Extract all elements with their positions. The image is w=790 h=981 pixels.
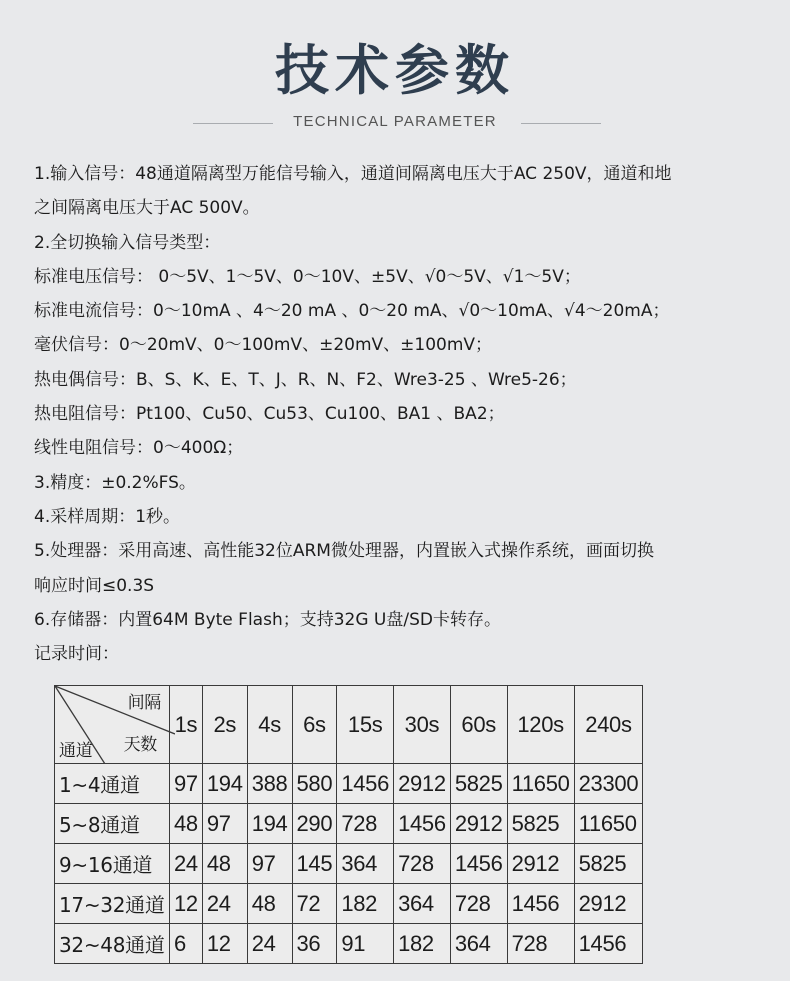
- column-header: 2s: [202, 686, 247, 764]
- divider-right: [521, 123, 601, 124]
- corner-label-interval: 间隔: [127, 693, 161, 713]
- table-cell: 728: [337, 804, 394, 844]
- table-cell: 388: [247, 764, 292, 804]
- table-cell: 364: [394, 884, 451, 924]
- param-line: 3.精度：±0.2%FS。: [34, 472, 196, 493]
- param-line: 1.输入信号：48通道隔离型万能信号输入，通道间隔离电压大于AC 250V，通道和地: [34, 164, 672, 184]
- row-label: 32~48通道: [55, 924, 170, 964]
- page-subtitle: TECHNICAL PARAMETER: [293, 113, 497, 130]
- table-cell: 194: [202, 764, 247, 804]
- param-line: 热电偶信号：B、S、K、E、T、J、R、N、F2、Wre3-25 、Wre5-26；: [34, 369, 577, 390]
- table-cell: 24: [247, 924, 292, 964]
- param-line: 线性电阻信号：0～400Ω；: [34, 438, 244, 459]
- corner-label-days: 天数: [123, 735, 157, 755]
- table-cell: 1456: [337, 764, 394, 804]
- table-cell: 728: [394, 844, 451, 884]
- table-cell: 12: [170, 884, 203, 924]
- param-line: 4.采样周期：1秒。: [34, 506, 181, 527]
- table-cell: 24: [170, 844, 203, 884]
- column-header: 6s: [292, 686, 337, 764]
- table-cell: 1456: [394, 804, 451, 844]
- table-cell: 182: [394, 924, 451, 964]
- record-time-table: [54, 685, 643, 964]
- subtitle-row: [0, 113, 790, 133]
- table-cell: 580: [292, 764, 337, 804]
- param-line: 毫伏信号：0～20mV、0～100mV、±20mV、±100mV；: [34, 335, 493, 356]
- table-cell: 728: [507, 924, 574, 964]
- table-row: [55, 764, 643, 804]
- table-corner-cell: [55, 686, 170, 764]
- table-cell: 194: [247, 804, 292, 844]
- column-header: 4s: [247, 686, 292, 764]
- corner-label-channel: 通道: [59, 741, 93, 761]
- table-cell: 91: [337, 924, 394, 964]
- table-cell: 1456: [450, 844, 507, 884]
- table-cell: 97: [170, 764, 203, 804]
- table-row: [55, 804, 643, 844]
- table-row: [55, 924, 643, 964]
- table-cell: 48: [202, 844, 247, 884]
- table-cell: 2912: [394, 764, 451, 804]
- table-cell: 1456: [507, 884, 574, 924]
- param-line: 之间隔离电压大于AC 500V。: [34, 198, 260, 219]
- row-label: 1~4通道: [55, 764, 170, 804]
- table-header-row: [55, 686, 643, 764]
- record-time-table-wrapper: [54, 685, 643, 964]
- table-cell: 36: [292, 924, 337, 964]
- table-cell: 6: [170, 924, 203, 964]
- param-line: 6.存储器：内置64M Byte Flash；支持32G U盘/SD卡转存。: [34, 609, 501, 630]
- table-cell: 23300: [574, 764, 643, 804]
- table-cell: 11650: [507, 764, 574, 804]
- param-line: 热电阻信号：Pt100、Cu50、Cu53、Cu100、BA1 、BA2；: [34, 404, 505, 425]
- table-cell: 97: [202, 804, 247, 844]
- param-line: 记录时间：: [34, 644, 119, 665]
- table-cell: 5825: [574, 844, 643, 884]
- parameter-list: [34, 157, 774, 671]
- table-cell: 24: [202, 884, 247, 924]
- table-cell: 12: [202, 924, 247, 964]
- param-line: 标准电压信号： 0～5V、1～5V、0～10V、±5V、√0～5V、√1～5V；: [34, 266, 581, 287]
- param-line: 5.处理器：采用高速、高性能32位ARM微处理器，内置嵌入式操作系统，画面切换: [34, 541, 654, 562]
- table-cell: 1456: [574, 924, 643, 964]
- column-header: 120s: [507, 686, 574, 764]
- table-cell: 2912: [574, 884, 643, 924]
- param-line: 2.全切换输入信号类型：: [34, 232, 221, 253]
- table-cell: 72: [292, 884, 337, 924]
- column-header: 1s: [170, 686, 203, 764]
- table-cell: 182: [337, 884, 394, 924]
- table-cell: 48: [247, 884, 292, 924]
- param-line: 标准电流信号：0～10mA 、4～20 mA 、0～20 mA、√0～10mA、√4～20mA；: [34, 301, 670, 322]
- page-title: 技术参数: [275, 39, 515, 102]
- column-header: 60s: [450, 686, 507, 764]
- table-cell: 145: [292, 844, 337, 884]
- table-cell: 5825: [507, 804, 574, 844]
- row-label: 17~32通道: [55, 884, 170, 924]
- table-cell: 2912: [507, 844, 574, 884]
- column-header: 30s: [394, 686, 451, 764]
- table-cell: 48: [170, 804, 203, 844]
- column-header: 240s: [574, 686, 643, 764]
- table-row: [55, 844, 643, 884]
- table-cell: 364: [450, 924, 507, 964]
- table-cell: 5825: [450, 764, 507, 804]
- table-cell: 97: [247, 844, 292, 884]
- param-line: 响应时间≤0.3S: [34, 575, 155, 596]
- row-label: 5~8通道: [55, 804, 170, 844]
- table-cell: 728: [450, 884, 507, 924]
- row-label: 9~16通道: [55, 844, 170, 884]
- table-cell: 364: [337, 844, 394, 884]
- table-cell: 2912: [450, 804, 507, 844]
- column-header: 15s: [337, 686, 394, 764]
- table-row: [55, 884, 643, 924]
- table-cell: 290: [292, 804, 337, 844]
- table-cell: 11650: [574, 804, 643, 844]
